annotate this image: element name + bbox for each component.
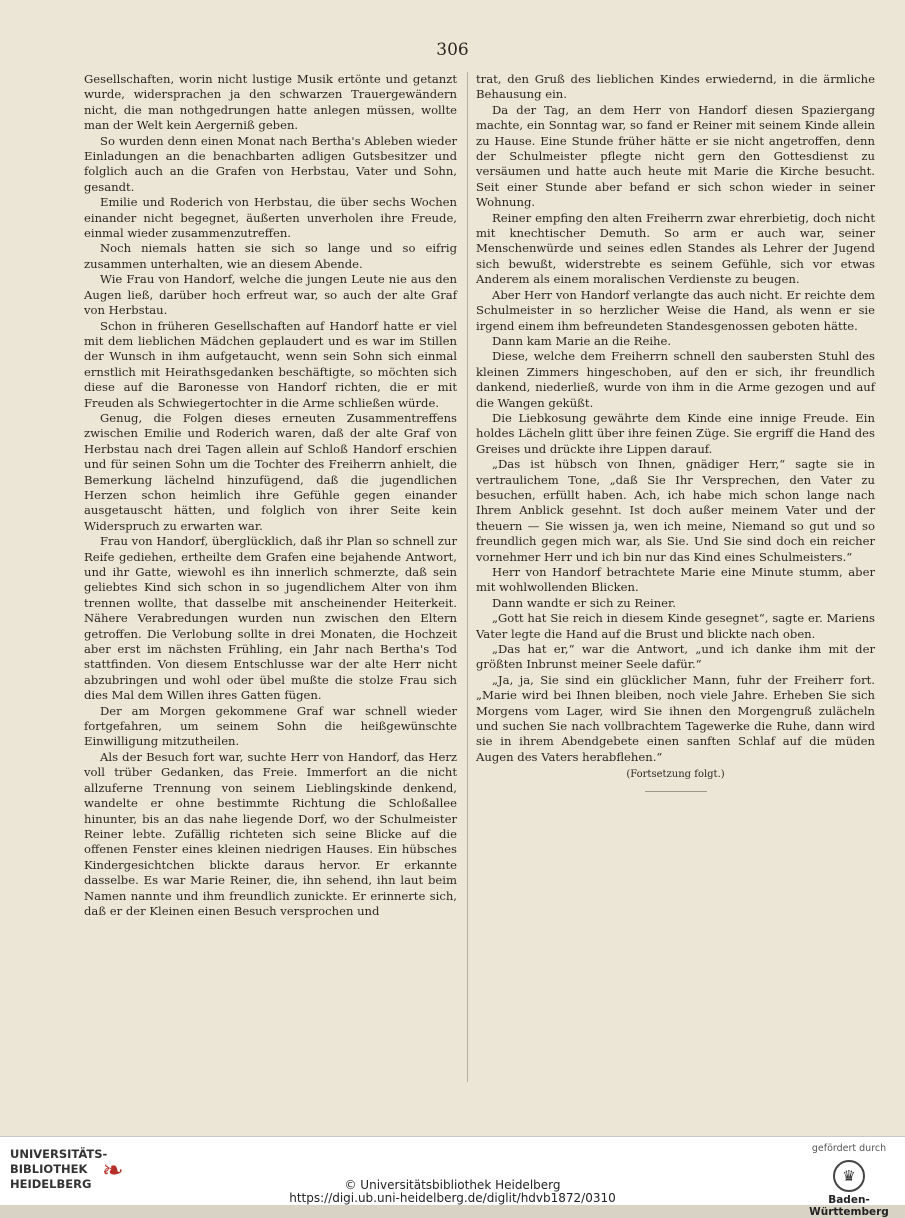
paragraph: trat, den Gruß des lieblichen Kindes erwiedernd, in die ärmliche Behausung ein. (476, 72, 875, 102)
paragraph: Wie Frau von Handorf, welche die jungen Leute nie aus den Augen ließ, darüber hoch erfreut war, so auch der alte Graf von Herbstau. (84, 272, 457, 318)
paragraph: Frau von Handorf, überglücklich, daß ihr Plan so schnell zur Reife gediehen, ertheilte dem Grafen eine bejahende Antwort, und ihr Gatte, wiewohl es ihn innerlich schmerzte, daß sein geliebtes Kind sich schon in so jugendlichem Alter von ihm trennen wollte, that dasselbe mit anscheinender Heiterkeit. Nähere Verabredungen wurden nun zwischen den Eltern getroffen. Die Verlobung sollte in drei Monaten, die Hochzeit aber erst im nächsten Frühling, ein Jahr nach Bertha's Tod stattfinden. Von diesem Entschlusse war der alte Herr nicht abzubringen und wohl oder übel mußte die stolze Frau sich dies Mal dem Willen ihres Gatten fügen. (84, 534, 457, 703)
coat-of-arms-icon: ♛ (833, 1160, 865, 1192)
funder-logo[interactable] (801, 1143, 897, 1218)
paragraph: Die Liebkosung gewährte dem Kinde eine innige Freude. Ein holdes Lächeln glitt über ihre feinen Züge. Sie ergriff die Hand des Greises und drückte ihre Lippen darauf. (476, 410, 875, 456)
library-logo-icon: ❧ (102, 1156, 124, 1186)
funder-name: Baden-Württemberg (809, 1194, 889, 1218)
viewer-footer (0, 1136, 905, 1218)
paragraph: Der am Morgen gekommene Graf war schnell wieder fortgefahren, um seinem Sohn die heißgewünschte Einwilligung mitzutheilen. (84, 703, 457, 749)
paragraph: Da der Tag, an dem Herr von Handorf diesen Spaziergang machte, ein Sonntag war, so fand er Reiner mit seinem Kinde allein zu Hause. Eine Stunde früher hätte er sie nicht angetroffen, denn der Schulmeister pflegte nicht gern den Gottesdienst zu versäumen und hatte auch heute mit Marie die Kirche besucht. Seit einer Stunde aber befand er sich schon wieder in seiner Wohnung. (476, 102, 875, 210)
paragraph: Diese, welche dem Freiherrn schnell den saubersten Stuhl des kleinen Zimmers hingeschoben, auf den er sich, ihr freundlich dankend, niederließ, wurde von ihm in die Arme gezogen und auf die Wangen geküßt. (476, 349, 875, 410)
paragraph: Reiner empfing den alten Freiherrn zwar ehrerbietig, doch nicht mit knechtischer Demuth. So arm er auch war, seiner Menschenwürde und seines edlen Standes als Lehrer der Jugend sich bewußt, widerstrebte es seinem Gefühle, sich vor etwas Anderem als einem moralischen Verdienste zu beugen. (476, 210, 875, 287)
paragraph: „Das hat er,“ war die Antwort, „und ich danke ihm mit der größten Inbrunst meiner Seele dafür.“ (476, 642, 875, 672)
paragraph: Gesellschaften, worin nicht lustige Musik ertönte und getanzt wurde, widersprachen ja den schwarzen Trauergewändern nicht, die man nothgedrungen hatte anlegen müssen, wollte man der Welt kein Aergerniß geben. (84, 72, 457, 133)
paragraph: Herr von Handorf betrachtete Marie eine Minute stumm, aber mit wohlwollenden Blicken. (476, 565, 875, 595)
column-divider (467, 72, 468, 1082)
paragraph: Aber Herr von Handorf verlangte das auch nicht. Er reichte dem Schulmeister in so herzlicher Weise die Hand, als wenn er sie irgend einem ihm befreundeten Standesgenossen geboten hätte. (476, 287, 875, 333)
continuation-note: (Fortsetzung folgt.) (626, 769, 725, 781)
library-name-line: UNIVERSITÄTS- (10, 1147, 108, 1161)
footer-credits (260, 1179, 645, 1205)
paragraph: „Ja, ja, Sie sind ein glücklicher Mann, fuhr der Freiherr fort. „Marie wird bei Ihnen bleiben, noch viele Jahre. Erheben Sie sich Morgens vom Lager, wird Sie ihnen den Morgengruß zulächeln und suchen Sie nach vollbrachtem Tagewerke die Ruhe, dann wird sie in ihrem Abendgebete einen sanften Schlaf auf die müden Augen des Vaters herabflehen.“ (476, 672, 875, 764)
library-logo[interactable] (10, 1147, 135, 1197)
right-text-column (476, 72, 875, 792)
paragraph: „Das ist hübsch von Ihnen, gnädiger Herr,“ sagte sie in vertraulichem Tone, „daß Sie Ihr Versprechen, den Vater zu besuchen, erfüllt haben. Ach, ich habe mich schon lange nach Ihrem Anblick gesehnt. Ist doch außer meinem Vater und der theuern — Sie wissen ja, wen ich meine, Niemand so gut und so freundlich gegen mich war, als Sie. Und Sie sind doch ein reicher vornehmer Herr und ich bin nur das Kind eines Schulmeisters.“ (476, 457, 875, 564)
paragraph: Noch niemals hatten sie sich so lange und so eifrig zusammen unterhalten, wie an diesem Abende. (84, 241, 457, 271)
paragraph: Dann kam Marie an die Reihe. (492, 333, 672, 348)
paragraph: „Gott hat Sie reich in diesem Kinde gesegnet“, sagte er. Mariens Vater legte die Hand auf die Brust und blickte nach oben. (476, 611, 875, 641)
paragraph: So wurden denn einen Monat nach Bertha's Ableben wieder Einladungen an die benachbarten adligen Gutsbesitzer und folglich auch an die Grafen von Herbstau, Vater und Sohn, gesandt. (84, 133, 457, 194)
left-text-column (84, 72, 457, 919)
paragraph: Als der Besuch fort war, suchte Herr von Handorf, das Herz voll trüber Gedanken, das Freie. Immerfort an die nicht allzuferne Trennung von seinem Lieblingskinde denkend, wandelte er ohne bestimmte Richtung die Schloßallee hinunter, bis an das nahe liegende Dorf, wo der Schulmeister Reiner lebte. Zufällig richteten sich seine Blicke auf die offenen Fenster eines kleinen niedrigen Hauses. Ein hübsches Kindergesichtchen blickte daraus hervor. Er erkannte dasselbe. Es war Marie Reiner, die, ihn sehend, ihn laut beim Namen nannte und ihm freundlich zunickte. Er erinnerte sich, daß er der Kleinen einen Besuch versprochen und (84, 749, 457, 918)
paragraph: Genug, die Folgen dieses erneuten Zusammentreffens zwischen Emilie und Roderich waren, daß der alte Graf von Herbstau nach drei Tagen allein auf Schloß Handorf erschien und für seinen Sohn um die Tochter des Freiherrn anhielt, die Bemerkung lächelnd hinzufügend, daß die jugendlichen Herzen schon heimlich ihre Gefühle gegen einander ausgetauscht hätten, und folglich von ihrer Seite kein Widerspruch zu erwarten war. (84, 410, 457, 533)
paragraph: Schon in früheren Gesellschaften auf Handorf hatte er viel mit dem lieblichen Mädchen geplaudert und es war im Stillen der Wunsch in ihm aufgetaucht, wenn sein Sohn sich einmal ernstlich mit Heirathsgedanken beschäftigte, so möchten sich diese auf die Baronesse von Handorf richten, die er mit Freuden als Schwiegertochter in die Arme schließen würde. (84, 318, 457, 410)
page-number: 306 (436, 40, 469, 60)
permalink-url[interactable]: https://digi.ub.uni-heidelberg.de/diglit/hdvb1872/0310 (289, 1191, 616, 1205)
copyright-text: © Universitätsbibliothek Heidelberg (344, 1178, 561, 1192)
library-name-line: BIBLIOTHEK (10, 1162, 88, 1176)
section-rule (645, 791, 707, 792)
paragraph: Dann wandte er sich zu Reiner. (492, 595, 676, 610)
funded-by-label: gefördert durch (811, 1143, 887, 1154)
library-name-line: HEIDELBERG (10, 1177, 92, 1191)
paragraph: Emilie und Roderich von Herbstau, die über sechs Wochen einander nicht begegnet, äußerten unverholen ihre Freude, einmal wieder zusammenzutreffen. (84, 195, 457, 241)
